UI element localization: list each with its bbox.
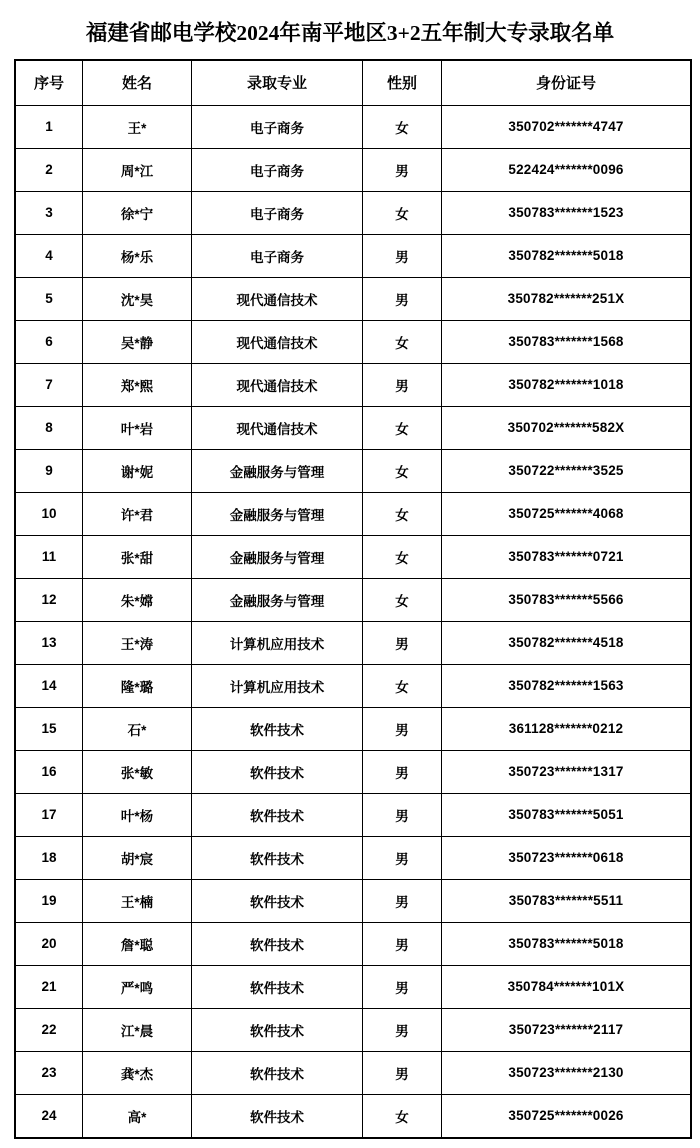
cell-id: 24 [15,1094,83,1138]
cell-name: 隆*璐 [83,664,192,707]
cell-gender: 女 [363,664,442,707]
cell-id: 17 [15,793,83,836]
cell-gender: 女 [363,535,442,578]
cell-gender: 女 [363,1094,442,1138]
cell-gender: 男 [363,836,442,879]
cell-id: 10 [15,492,83,535]
cell-id: 6 [15,320,83,363]
table-header [15,60,691,106]
cell-id: 8 [15,406,83,449]
cell-id: 5 [15,277,83,320]
cell-name: 王*楠 [83,879,192,922]
table-row [15,578,691,621]
cell-name: 严*鸣 [83,965,192,1008]
cell-gender: 女 [363,406,442,449]
cell-name: 许*君 [83,492,192,535]
cell-id: 13 [15,621,83,664]
cell-name: 杨*乐 [83,234,192,277]
cell-major: 软件技术 [192,965,363,1008]
cell-name: 叶*杨 [83,793,192,836]
column-header-idnumber: 身份证号 [442,60,692,106]
cell-name: 张*敏 [83,750,192,793]
cell-major: 现代通信技术 [192,277,363,320]
cell-major: 电子商务 [192,234,363,277]
cell-idnumber: 350783*******0721 [442,535,692,578]
cell-idnumber: 350722*******3525 [442,449,692,492]
cell-idnumber: 350783*******5018 [442,922,692,965]
cell-id: 1 [15,105,83,148]
cell-major: 电子商务 [192,191,363,234]
cell-gender: 男 [363,148,442,191]
cell-idnumber: 350782*******5018 [442,234,692,277]
table-row [15,836,691,879]
cell-major: 电子商务 [192,148,363,191]
cell-name: 江*晨 [83,1008,192,1051]
column-header-major: 录取专业 [192,60,363,106]
cell-major: 软件技术 [192,1008,363,1051]
cell-name: 朱*嫦 [83,578,192,621]
cell-id: 16 [15,750,83,793]
table-row [15,664,691,707]
table-row [15,535,691,578]
table-row [15,105,691,148]
table-row [15,277,691,320]
cell-major: 现代通信技术 [192,406,363,449]
cell-id: 3 [15,191,83,234]
cell-gender: 女 [363,191,442,234]
cell-name: 龚*杰 [83,1051,192,1094]
cell-id: 23 [15,1051,83,1094]
cell-id: 18 [15,836,83,879]
cell-idnumber: 350723*******0618 [442,836,692,879]
cell-name: 叶*岩 [83,406,192,449]
table-row [15,234,691,277]
table-row [15,406,691,449]
cell-major: 软件技术 [192,1051,363,1094]
table-body [15,105,691,1138]
table-row [15,1094,691,1138]
cell-idnumber: 522424*******0096 [442,148,692,191]
table-row [15,621,691,664]
cell-major: 电子商务 [192,105,363,148]
cell-gender: 男 [363,922,442,965]
cell-name: 郑*熙 [83,363,192,406]
table-row [15,793,691,836]
cell-major: 计算机应用技术 [192,664,363,707]
cell-gender: 男 [363,1008,442,1051]
cell-idnumber: 350702*******4747 [442,105,692,148]
admission-roster-table [14,59,692,1139]
cell-major: 软件技术 [192,879,363,922]
table-row [15,750,691,793]
table-row [15,707,691,750]
cell-idnumber: 350782*******251X [442,277,692,320]
table-row [15,922,691,965]
cell-idnumber: 350782*******1018 [442,363,692,406]
table-row [15,492,691,535]
cell-idnumber: 361128*******0212 [442,707,692,750]
cell-idnumber: 350783*******1568 [442,320,692,363]
table-row [15,879,691,922]
cell-major: 软件技术 [192,793,363,836]
cell-name: 王*涛 [83,621,192,664]
cell-idnumber: 350723*******2117 [442,1008,692,1051]
cell-gender: 女 [363,578,442,621]
cell-name: 石* [83,707,192,750]
cell-gender: 男 [363,879,442,922]
cell-name: 周*江 [83,148,192,191]
table-row [15,363,691,406]
cell-major: 软件技术 [192,836,363,879]
cell-id: 19 [15,879,83,922]
cell-idnumber: 350725*******0026 [442,1094,692,1138]
table-row [15,449,691,492]
cell-name: 沈*昊 [83,277,192,320]
cell-major: 金融服务与管理 [192,535,363,578]
cell-name: 吴*静 [83,320,192,363]
cell-gender: 男 [363,965,442,1008]
cell-id: 2 [15,148,83,191]
cell-idnumber: 350723*******2130 [442,1051,692,1094]
cell-major: 软件技术 [192,707,363,750]
cell-gender: 男 [363,621,442,664]
cell-major: 金融服务与管理 [192,578,363,621]
cell-idnumber: 350783*******5511 [442,879,692,922]
cell-idnumber: 350783*******5051 [442,793,692,836]
cell-name: 张*甜 [83,535,192,578]
cell-major: 软件技术 [192,1094,363,1138]
column-header-name: 姓名 [83,60,192,106]
cell-idnumber: 350723*******1317 [442,750,692,793]
cell-name: 高* [83,1094,192,1138]
cell-name: 胡*宸 [83,836,192,879]
cell-id: 21 [15,965,83,1008]
cell-major: 软件技术 [192,922,363,965]
table-row [15,320,691,363]
cell-gender: 女 [363,105,442,148]
cell-idnumber: 350782*******4518 [442,621,692,664]
table-row [15,1008,691,1051]
cell-idnumber: 350725*******4068 [442,492,692,535]
cell-major: 现代通信技术 [192,320,363,363]
cell-gender: 男 [363,707,442,750]
cell-gender: 男 [363,1051,442,1094]
cell-id: 12 [15,578,83,621]
cell-id: 20 [15,922,83,965]
cell-name: 詹*聪 [83,922,192,965]
column-header-gender: 性别 [363,60,442,106]
cell-id: 22 [15,1008,83,1051]
cell-major: 现代通信技术 [192,363,363,406]
column-header-id: 序号 [15,60,83,106]
cell-name: 谢*妮 [83,449,192,492]
cell-major: 计算机应用技术 [192,621,363,664]
cell-gender: 男 [363,277,442,320]
cell-name: 徐*宁 [83,191,192,234]
page-title: 福建省邮电学校2024年南平地区3+2五年制大专录取名单 [85,21,615,45]
cell-id: 11 [15,535,83,578]
table-row [15,1051,691,1094]
cell-idnumber: 350702*******582X [442,406,692,449]
cell-id: 9 [15,449,83,492]
table-row [15,965,691,1008]
cell-major: 软件技术 [192,750,363,793]
table-header-row [15,60,691,106]
cell-gender: 男 [363,234,442,277]
table-row [15,191,691,234]
cell-idnumber: 350783*******1523 [442,191,692,234]
cell-gender: 男 [363,363,442,406]
table-row [15,148,691,191]
cell-major: 金融服务与管理 [192,449,363,492]
cell-gender: 男 [363,793,442,836]
cell-idnumber: 350783*******5566 [442,578,692,621]
cell-gender: 女 [363,320,442,363]
cell-id: 7 [15,363,83,406]
cell-idnumber: 350784*******101X [442,965,692,1008]
cell-gender: 女 [363,492,442,535]
cell-id: 15 [15,707,83,750]
cell-id: 14 [15,664,83,707]
cell-gender: 男 [363,750,442,793]
cell-id: 4 [15,234,83,277]
cell-major: 金融服务与管理 [192,492,363,535]
cell-gender: 女 [363,449,442,492]
cell-idnumber: 350782*******1563 [442,664,692,707]
cell-name: 王* [83,105,192,148]
